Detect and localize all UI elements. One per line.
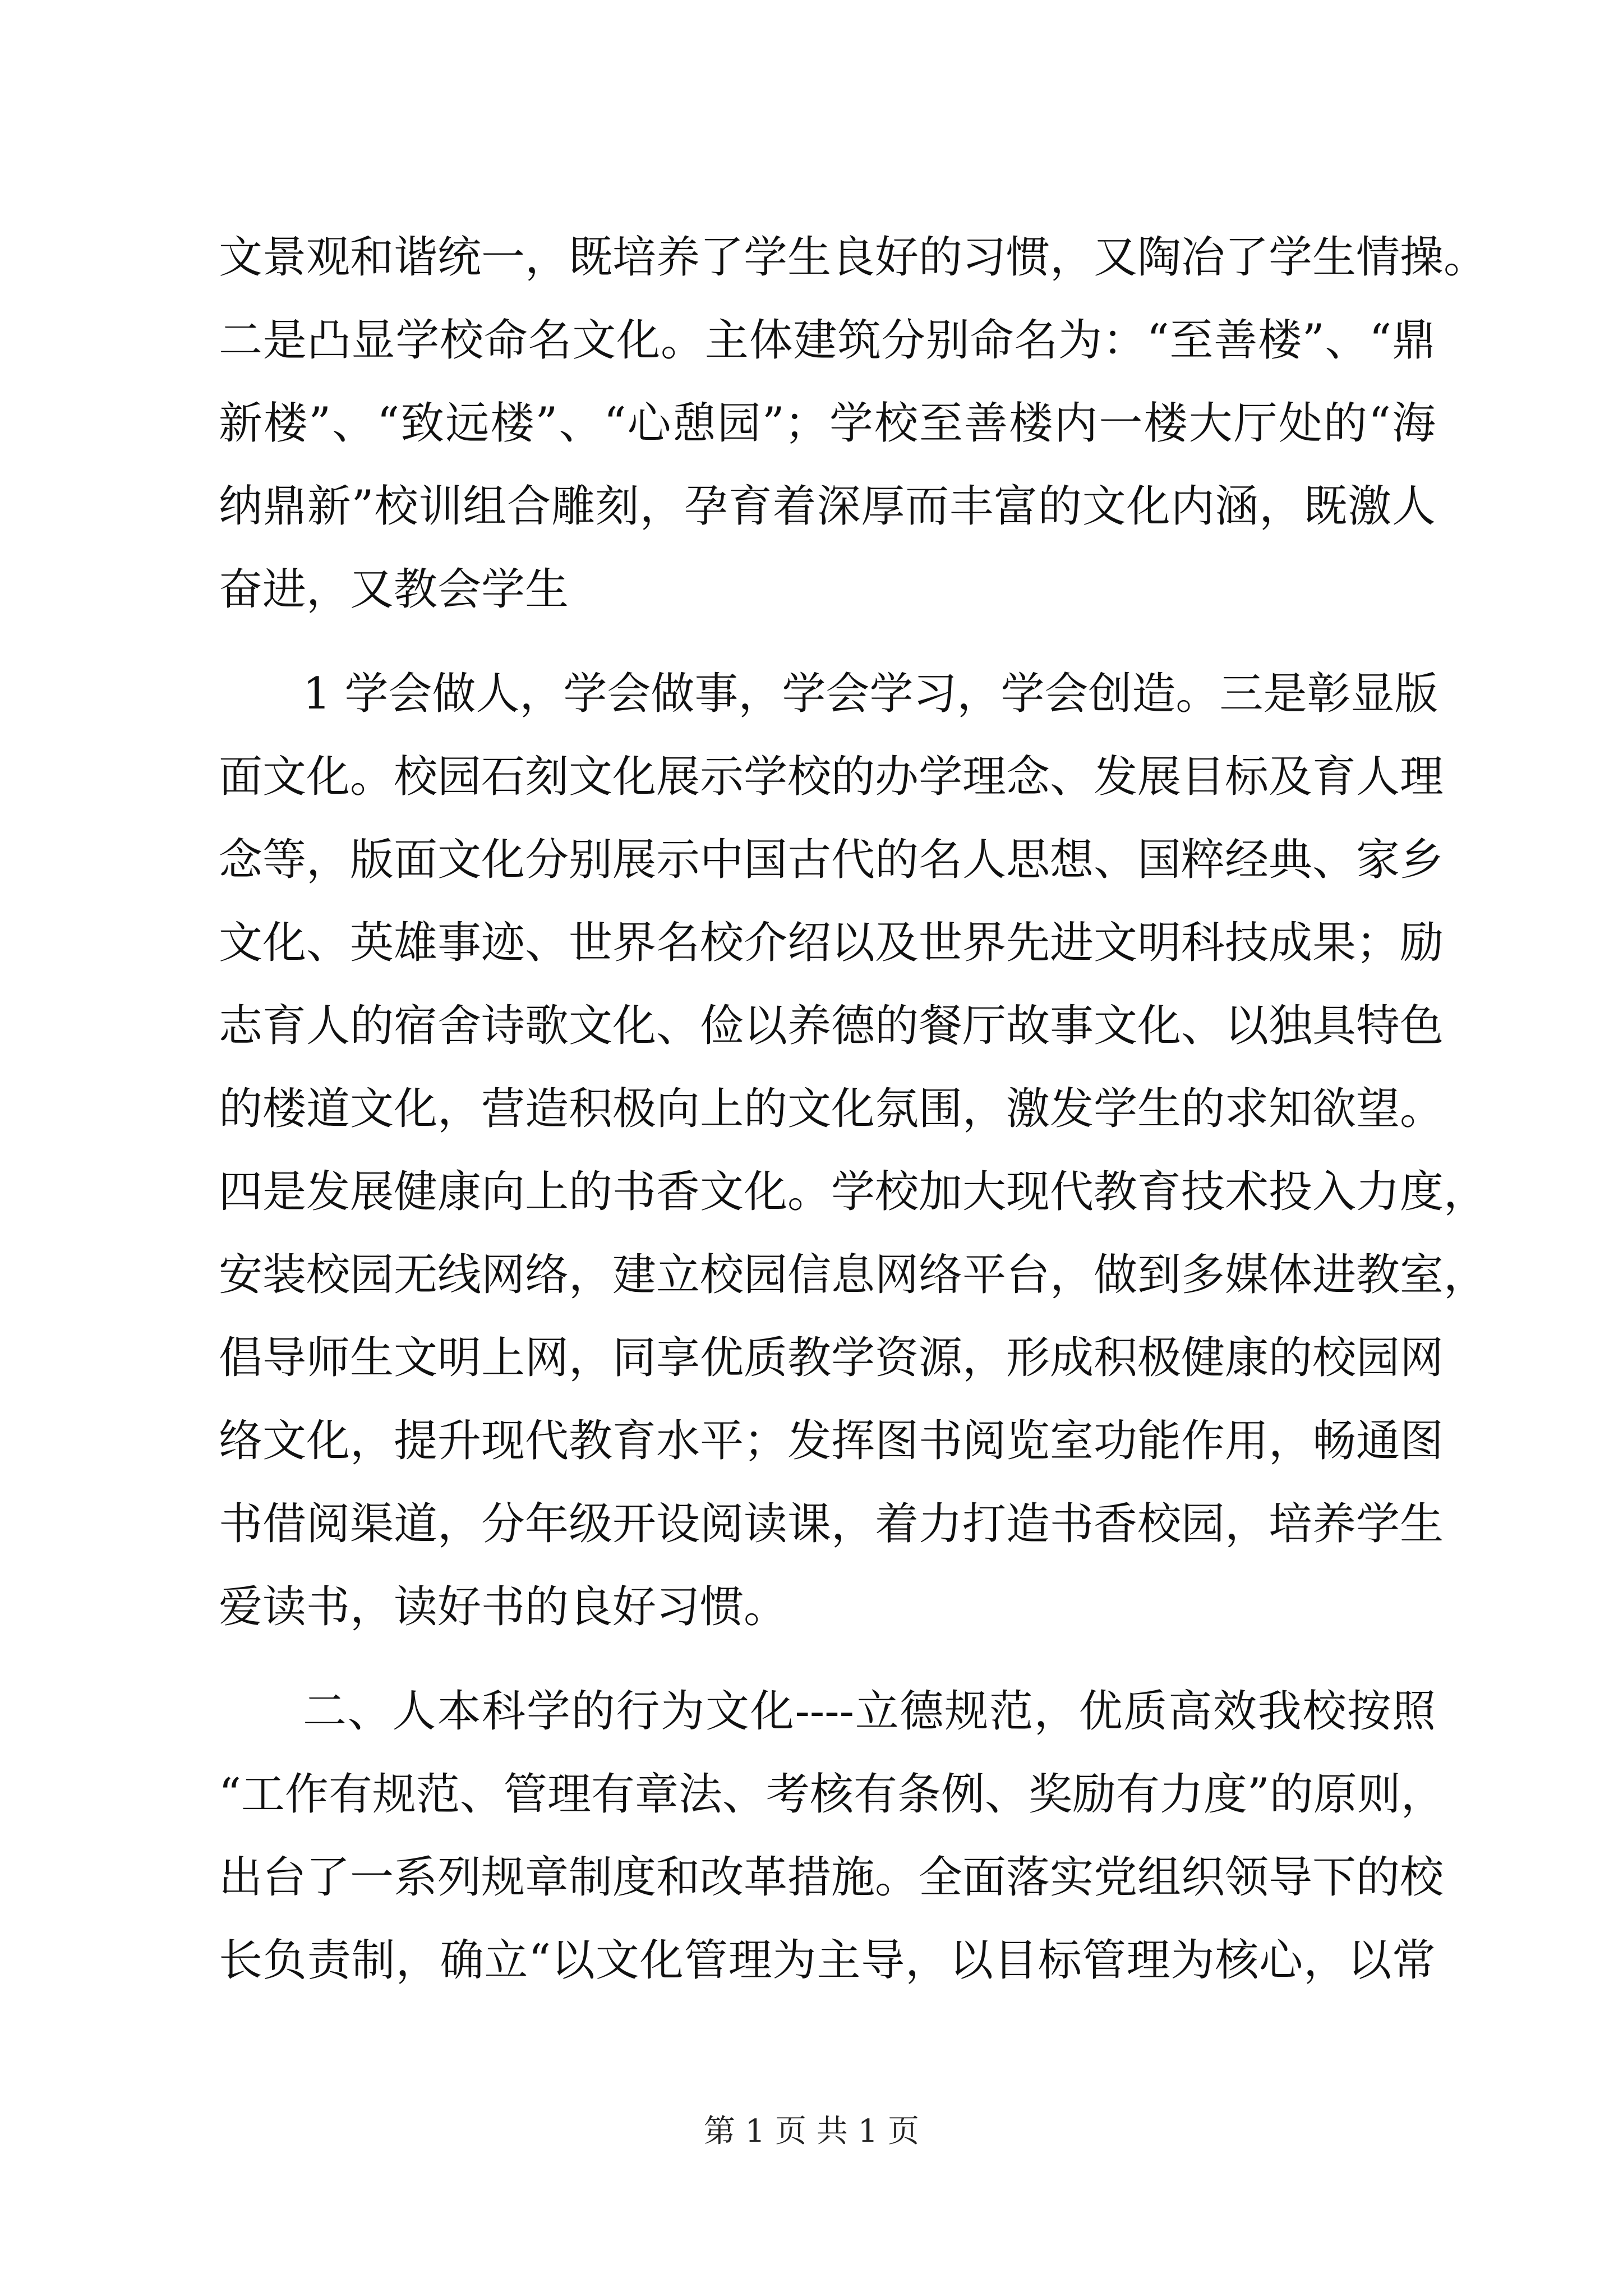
- text-line: 1 学会做人，学会做事，学会学习，学会创造。三是彰显版: [303, 669, 1438, 719]
- text-line: 络文化，提升现代教育水平；发挥图书阅览室功能作用，畅通图: [219, 1416, 1444, 1466]
- text-line: 念等，版面文化分别展示中国古代的名人思想、国粹经典、家乡: [219, 835, 1444, 885]
- page-footer: 第 1 页 共 1 页: [703, 2113, 920, 2150]
- text-line: 爱读书，读好书的良好习惯。: [219, 1582, 788, 1632]
- text-line: 四是发展健康向上的书香文化。学校加大现代教育技术投入力度，: [219, 1167, 1488, 1217]
- text-line: 安装校园无线网络，建立校园信息网络平台，做到多媒体进教室，: [219, 1250, 1488, 1300]
- text-line: 文化、英雄事迹、世界名校介绍以及世界先进文明科技成果；励: [219, 918, 1444, 968]
- text-line: 书借阅渠道，分年级开设阅读课，着力打造书香校园，培养学生: [219, 1499, 1444, 1549]
- document-body: [219, 216, 1488, 2002]
- text-line: 文景观和谐统一，既培养了学生良好的习惯，又陶冶了学生情操。: [219, 232, 1488, 283]
- text-line: 新楼”、“致远楼”、“心憩园”；学校至善楼内一楼大厅处的“海: [219, 398, 1436, 449]
- paragraph-2: [219, 652, 1488, 1649]
- text-line: 二、人本科学的行为文化----立德规范，优质高效我校按照: [303, 1686, 1436, 1737]
- paragraph-1: [219, 216, 1488, 631]
- text-line: 的楼道文化，营造积极向上的文化氛围，激发学生的求知欲望。: [219, 1084, 1444, 1134]
- text-line: 奋进，又教会学生: [219, 564, 569, 615]
- text-line: “工作有规范、管理有章法、考核有条例、奖励有力度”的原则，: [219, 1769, 1445, 1820]
- paragraph-3: [219, 1670, 1445, 2002]
- text-line: 面文化。校园石刻文化展示学校的办学理念、发展目标及育人理: [219, 752, 1444, 802]
- text-line: 二是凸显学校命名文化。主体建筑分别命名为：“至善楼”、“鼎: [219, 315, 1436, 366]
- text-line: 纳鼎新”校训组合雕刻，孕育着深厚而丰富的文化内涵，既激人: [219, 481, 1436, 532]
- text-line: 长负责制，确立“以文化管理为主导，以目标管理为核心，以常: [219, 1935, 1436, 1986]
- text-line: 倡导师生文明上网，同享优质教学资源，形成积极健康的校园网: [219, 1333, 1444, 1383]
- text-line: 出台了一系列规章制度和改革措施。全面落实党组织领导下的校: [219, 1852, 1444, 1903]
- text-line: 志育人的宿舍诗歌文化、俭以养德的餐厅故事文化、以独具特色: [219, 1001, 1444, 1051]
